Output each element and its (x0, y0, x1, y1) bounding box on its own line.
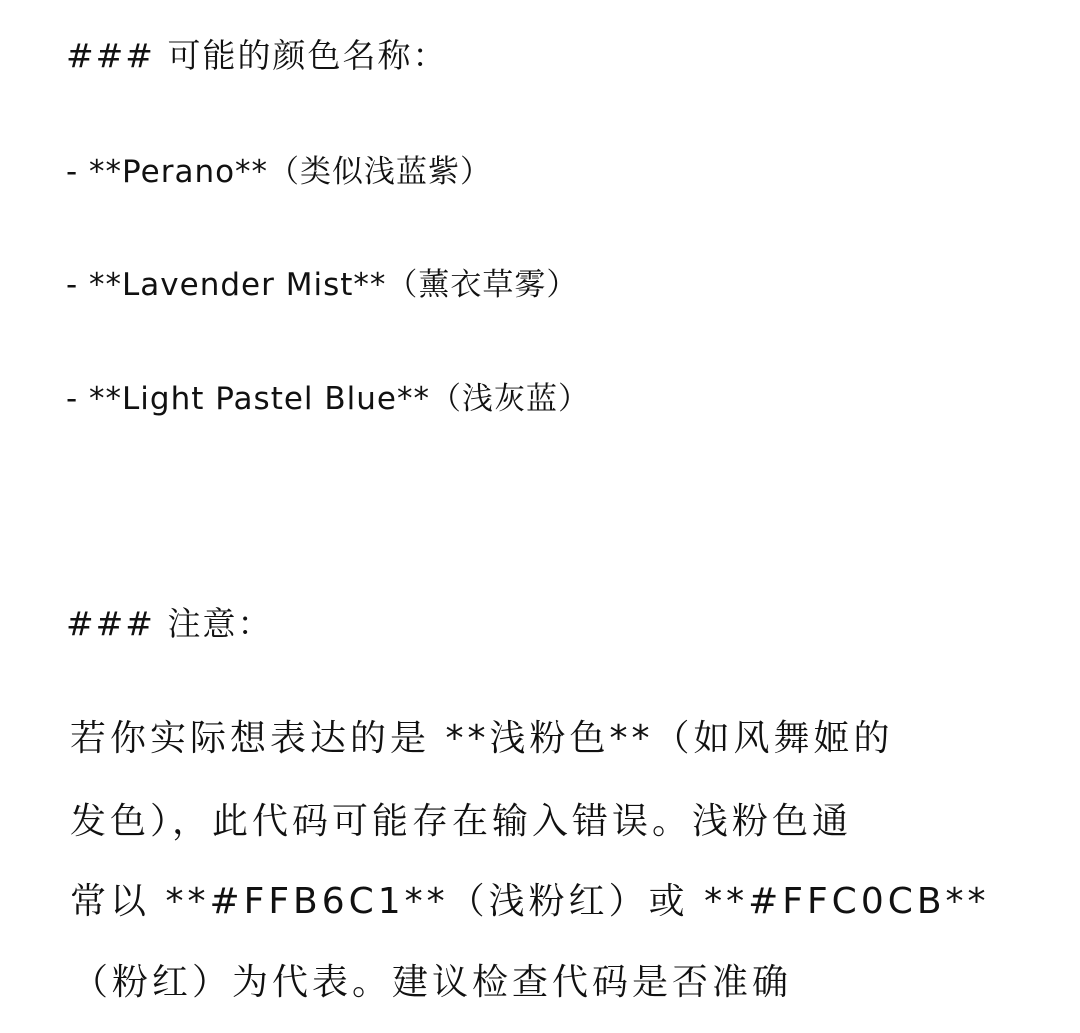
paragraph-line: 常以 **#FFB6C1**（浅粉红）或 **#FFC0CB** (70, 881, 990, 922)
list-item-lavender-mist: - **Lavender Mist**（薰衣草雾） (66, 267, 579, 303)
heading-note: ### 注意： (66, 604, 273, 643)
paragraph-line: （粉红）为代表。建议检查代码是否准确 (72, 962, 793, 1003)
paragraph-line: 发色），此代码可能存在输入错误。浅粉色通 (70, 801, 853, 842)
heading-color-names: ### 可能的颜色名称： (66, 36, 448, 75)
list-item-perano: - **Perano**（类似浅蓝紫） (66, 154, 493, 190)
list-item-light-pastel-blue: - **Light Pastel Blue**（浅灰蓝） (66, 381, 590, 417)
paragraph-line: 若你实际想表达的是 **浅粉色**（如风舞姬的 (70, 718, 894, 759)
